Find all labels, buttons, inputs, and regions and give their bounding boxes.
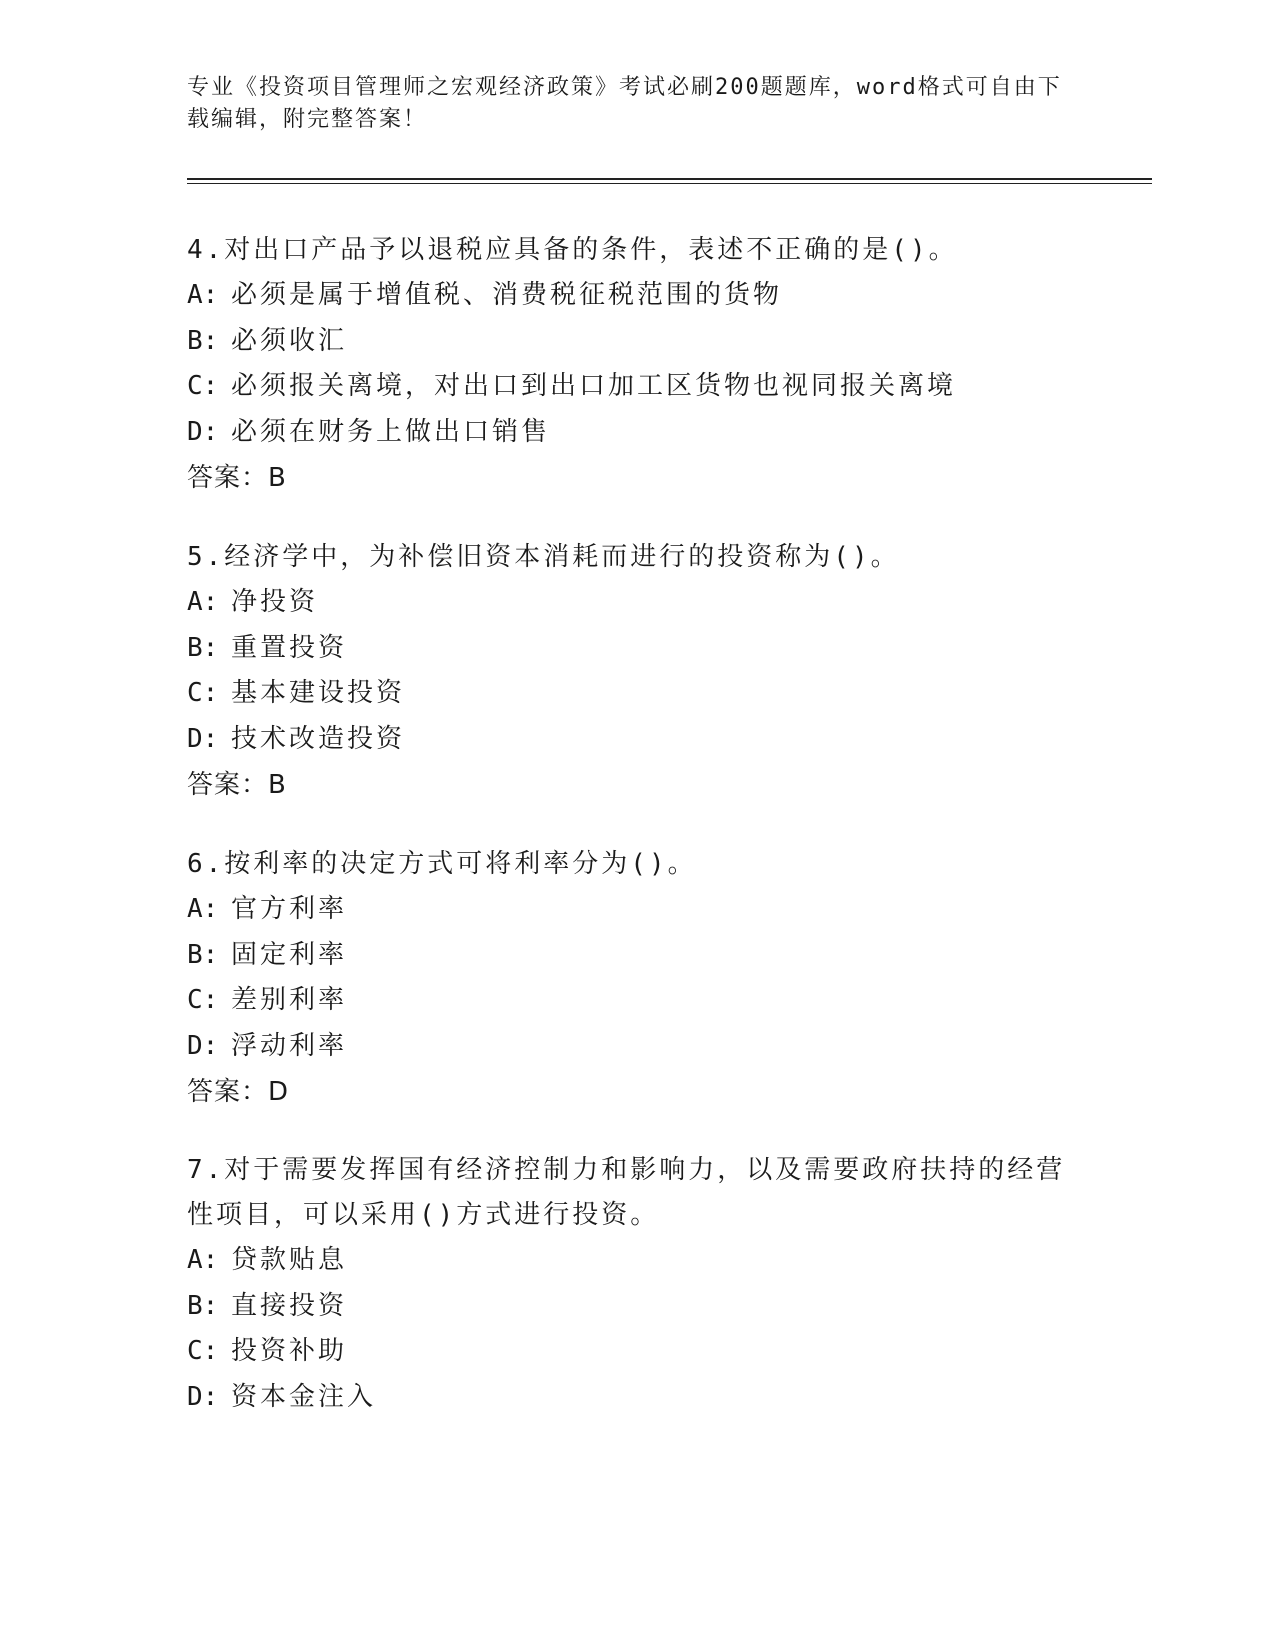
option-text: 贷款贴息 — [231, 1245, 348, 1275]
option-label: B: — [187, 632, 219, 663]
question-stem: 4.对出口产品予以退税应具备的条件，表述不正确的是()。 — [187, 235, 958, 265]
option-a — [187, 887, 1067, 933]
option-text: 官方利率 — [231, 894, 348, 924]
option-text: 直接投资 — [231, 1290, 348, 1321]
option-text: 差别利率 — [231, 985, 348, 1015]
option-text: 浮动利率 — [231, 1030, 348, 1061]
option-text: 投资补助 — [231, 1336, 348, 1366]
option-label: C: — [187, 985, 219, 1015]
answer-line: 答案：B — [187, 463, 287, 493]
option-label: C: — [187, 678, 219, 708]
option-c — [187, 364, 1067, 410]
option-text: 资本金注入 — [231, 1381, 377, 1412]
option-a — [187, 580, 1067, 626]
option-label: D: — [187, 1381, 219, 1412]
option-c — [187, 978, 1067, 1024]
option-d — [187, 717, 1067, 763]
option-text: 必须报关离境，对出口到出口加工区货物也视同报关离境 — [231, 371, 957, 401]
option-label: A: — [187, 894, 219, 924]
question-block — [187, 228, 1067, 501]
option-a — [187, 1238, 1067, 1284]
option-text: 净投资 — [231, 587, 319, 617]
option-label: B: — [187, 1290, 219, 1321]
option-label: A: — [187, 587, 219, 617]
header-divider-thin — [187, 183, 1152, 184]
option-text: 必须是属于增值税、消费税征税范围的货物 — [231, 280, 783, 310]
option-label: A: — [187, 1245, 219, 1275]
header-divider — [187, 178, 1152, 180]
option-text: 必须在财务上做出口销售 — [231, 416, 551, 447]
option-text: 固定利率 — [231, 939, 348, 970]
option-c — [187, 671, 1067, 717]
option-label: C: — [187, 371, 219, 401]
option-b — [187, 626, 1067, 672]
option-d — [187, 1024, 1067, 1070]
option-label: D: — [187, 723, 219, 754]
document-header: 专业《投资项目管理师之宏观经济政策》考试必刷200题题库，word格式可自由下载编辑，附完整答案！ — [187, 75, 1062, 132]
answer-line: 答案：D — [187, 1077, 290, 1107]
option-c — [187, 1329, 1067, 1375]
option-label: D: — [187, 1030, 219, 1061]
option-label: B: — [187, 325, 219, 356]
option-label: B: — [187, 939, 219, 970]
option-b — [187, 1284, 1067, 1330]
option-text: 重置投资 — [231, 632, 348, 663]
option-b — [187, 933, 1067, 979]
question-block — [187, 1148, 1067, 1420]
question-stem: 7.对于需要发挥国有经济控制力和影响力，以及需要政府扶持的经营性项目，可以采用()方式进行投资。 — [187, 1155, 1066, 1230]
option-text: 技术改造投资 — [231, 723, 406, 754]
question-stem: 5.经济学中，为补偿旧资本消耗而进行的投资称为()。 — [187, 542, 900, 572]
option-b — [187, 319, 1067, 365]
question-stem: 6.按利率的决定方式可将利率分为()。 — [187, 849, 697, 879]
answer-line: 答案：B — [187, 770, 287, 800]
option-label: A: — [187, 280, 219, 310]
question-block — [187, 842, 1067, 1115]
option-d — [187, 1375, 1067, 1421]
option-a — [187, 273, 1067, 319]
question-block — [187, 535, 1067, 808]
option-text: 必须收汇 — [231, 325, 348, 356]
option-label: D: — [187, 416, 219, 447]
option-label: C: — [187, 1336, 219, 1366]
option-text: 基本建设投资 — [231, 678, 406, 708]
option-d — [187, 410, 1067, 456]
